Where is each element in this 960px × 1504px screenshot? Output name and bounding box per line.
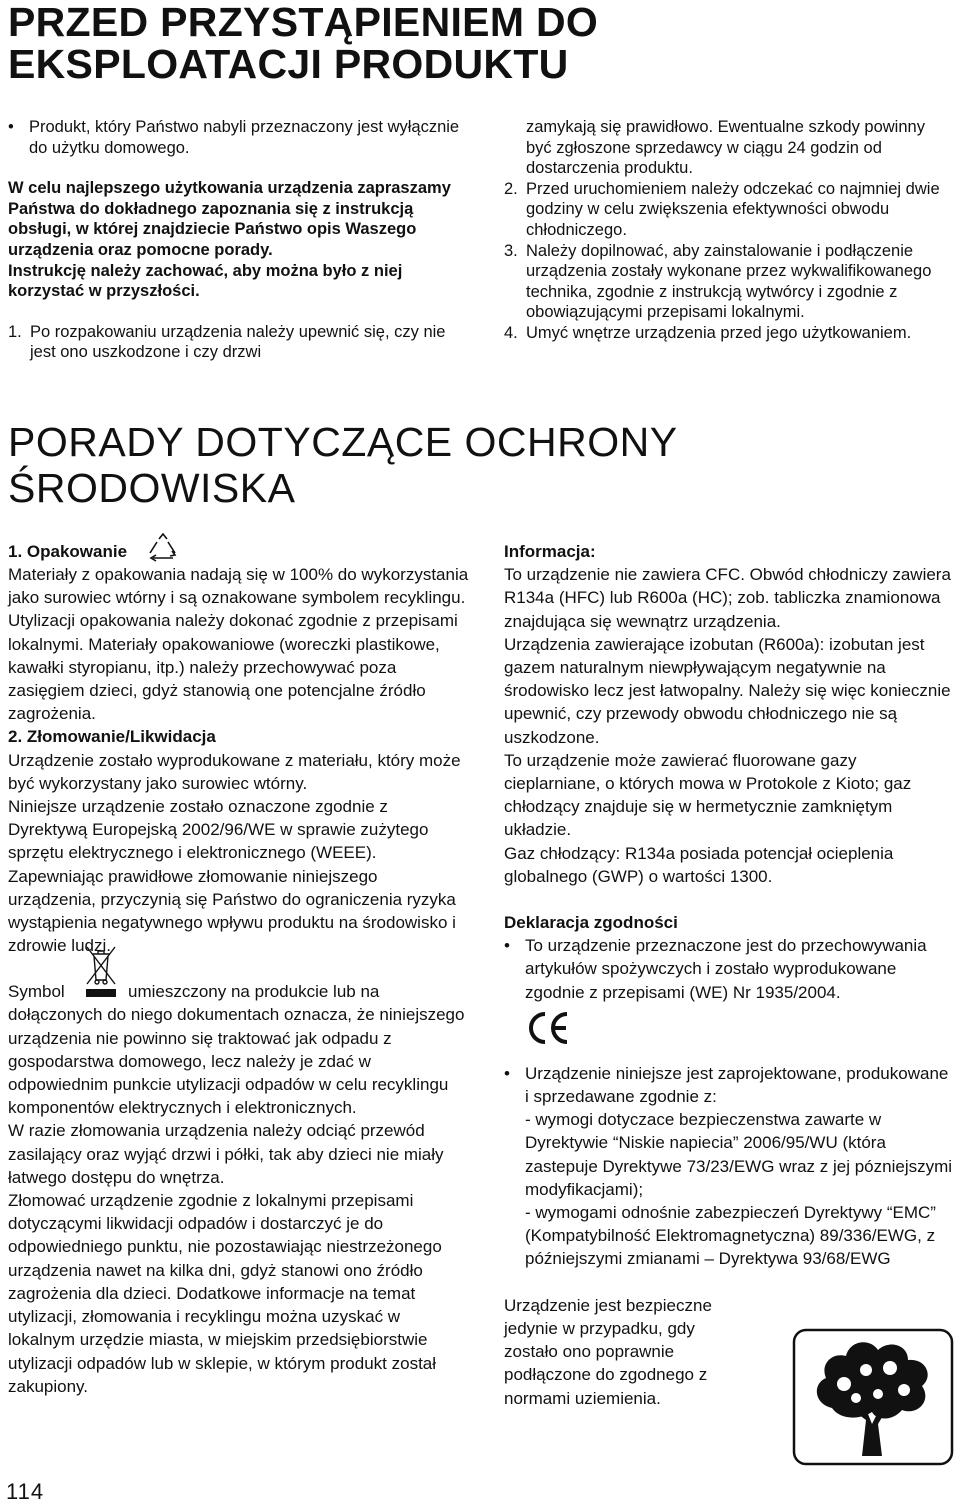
title-line-2: ŚRODOWISKA bbox=[8, 465, 296, 511]
safety-earthing-text: Urządzenie jest bezpieczne jedynie w przypadku, gdy zostało ono poprawnie podłączone do zgodnego z normami uziemienia. bbox=[504, 1295, 712, 1408]
page-number: 114 bbox=[6, 1479, 45, 1504]
disposal-paragraph-4: W razie złomowania urządzenia należy odciąć przewód zasilający oraz wyjąć drzwi i półki, tak aby dzieci nie miały łatwego dostępu do wnętrza. bbox=[8, 1121, 444, 1187]
step-number: 3. bbox=[504, 241, 518, 260]
title-line-1: PORADY DOTYCZĄCE OCHRONY bbox=[8, 419, 678, 465]
info-heading: Informacja: bbox=[504, 542, 596, 561]
disposal-heading: 2. Złomowanie/Likwidacja bbox=[8, 727, 216, 747]
section2-right-column bbox=[504, 540, 956, 1410]
step-number: 4. bbox=[504, 323, 518, 342]
declaration-bullet-2: • Urządzenie niniejsze jest zaprojektowane, produkowane i sprzedawane zgodnie z: bbox=[504, 1062, 956, 1108]
step-text: Umyć wnętrze urządzenia przed jego użytkowaniem. bbox=[526, 323, 912, 342]
step-number: 1. bbox=[8, 322, 22, 341]
tree-illustration bbox=[792, 1328, 954, 1466]
title-line-2: EKSPLOATACJI PRODUKTU bbox=[8, 41, 569, 87]
info-paragraph-1: To urządzenie nie zawiera CFC. Obwód chłodniczy zawiera R134a (HFC) lub R600a (HC); zob. tabliczka znamionowa znajdująca się wewnątrz urządzenia. bbox=[504, 565, 951, 631]
step-number: 2. bbox=[504, 179, 518, 198]
recycle-icon bbox=[145, 533, 181, 563]
declaration-low-voltage: - wymogi dotyczace bezpieczenstwa zawarte w Dyrektywie “Niskie napiecia” 2006/95/WU (która zastepuje Dyrektywe 73/23/EWG wraz z jej pózniejszymi modyfikacjami); bbox=[525, 1110, 953, 1199]
crossed-bin-icon bbox=[83, 944, 119, 1000]
step-1-continuation: zamykają się prawidłowo. Ewentualne szkody powinny być zgłoszone sprzedawcy w ciągu 24 godzin od dostarczenia produktu. bbox=[526, 118, 925, 178]
ce-mark bbox=[504, 1004, 956, 1062]
symbol-text: dołączonych do niego dokumentach oznacza, że niniejszego urządzenia nie powinno się traktować jak odpadu z gospodarstwa domowego, lecz należy je zdać w odpowiednim punkcie utylizacji odpadów w celu recyklingu komponentów elektrycznych i elektronicznych. bbox=[8, 1005, 465, 1118]
step-text: Po rozpakowaniu urządzenia należy upewnić się, czy nie jest ono uszkodzone i czy drzwi bbox=[30, 322, 446, 362]
declaration-heading: Deklaracja zgodności bbox=[504, 913, 678, 933]
step-3 bbox=[504, 241, 952, 323]
info-paragraph-2: Urządzenia zawierające izobutan (R600a): izobutan jest gazem naturalnym niewpływającym negatywnie na środowisko lecz jest łatwopalny. Należy się więc koniecznie upewnić, czy przewody obwodu chłodniczego nie są uszkodzone. bbox=[504, 634, 951, 747]
step-text: Przed uruchomieniem należy odczekać co najmniej dwie godziny w celu zwiększenia efektywności obwodu chłodniczego. bbox=[526, 179, 940, 239]
step-text: Należy dopilnować, aby zainstalowanie i podłączenie urządzenia zostały wykonane przez wykwalifikowanego technika, zgodnie z instrukcją wytwórcy i zgodnie z obowiązującymi przepisami lokalnymi. bbox=[526, 241, 932, 322]
section-title-before-use bbox=[8, 1, 948, 85]
step-2 bbox=[504, 179, 952, 241]
packaging-text: Materiały z opakowania nadają się w 100% do wykorzystania jako surowiec wtórny i są oznakowane symbolem recyklingu. Utylizacji opakowania należy dokonać zgodnie z przepisami lokalnymi. Materiały opakowaniowe (woreczki plastikowe, kawałki styropianu, itp.) należy przechowywać poza zasięgiem dzieci, gdyż stanowią one potencjalne źródło zagrożenia. bbox=[8, 565, 469, 724]
intro-paragraph: W celu najlepszego użytkowania urządzenia zapraszamy Państwa do dokładnego zapoznania się z instrukcją obsługi, w której znajdziecie Państwo opis Waszego urządzenia oraz pomocne porady. bbox=[8, 179, 451, 259]
packaging-heading-row bbox=[8, 540, 470, 563]
step-4 bbox=[504, 323, 952, 344]
info-paragraph-4: Gaz chłodzący: R134a posiada potencjał ocieplenia globalnego (GWP) o wartości 1300. bbox=[504, 843, 894, 886]
declaration-bullet-1: • To urządzenie przeznaczone jest do przechowywania artykułów spożywczych i zostało wyprodukowane zgodnie z przepisami (WE) Nr 1935/2004. bbox=[504, 934, 956, 1004]
section1-left-column bbox=[8, 117, 468, 363]
packaging-heading: 1. Opakowanie bbox=[8, 542, 128, 561]
symbol-text-line1: umieszczony na produkcie lub na bbox=[128, 982, 380, 1002]
section-title-environment bbox=[8, 419, 948, 511]
disposal-paragraph-1: Urządzenie zostało wyprodukowane z materiału, który może być wykorzystany jako surowiec wtórny. bbox=[8, 750, 461, 793]
symbol-row bbox=[8, 980, 470, 1003]
disposal-paragraph-2: Niniejsze urządzenie zostało oznaczone zgodnie z Dyrektywą Europejską 2002/96/WE w sprawie zużytego sprzętu elektrycznego i elektronicznego (WEEE). bbox=[8, 797, 429, 863]
section1-right-column bbox=[504, 117, 952, 344]
declaration-emc: - wymogami odnośnie zabezpieczeń Dyrektywy “EMC” (Kompatybilność Elektromagnetyczna) 89/336/EWG, z późniejszymi zmianami – Dyrektywa 93/68/EWG bbox=[525, 1203, 936, 1269]
section2-left-column bbox=[8, 540, 470, 1398]
info-paragraph-3: To urządzenie może zawierać fluorowane gazy cieplarniane, o których mowa w Protokole z Kioto; gaz chłodzący znajduje się w hermetycznie zamkniętym układzie. bbox=[504, 750, 912, 840]
disposal-paragraph-3: Zapewniając prawidłowe złomowanie niniejszego urządzenia, przyczynią się Państwo do ograniczenia ryzyka wystąpienia negatywnego wpływu produktu na środowisko i zdrowie ludzi. bbox=[8, 866, 456, 956]
bullet-household-use: • Produkt, który Państwo nabyli przeznaczony jest wyłącznie do użytku domowego. bbox=[8, 117, 468, 158]
keep-instructions-paragraph: Instrukcję należy zachować, aby można było z niej korzystać w przyszłości. bbox=[8, 261, 403, 301]
disposal-paragraph-5: Złomować urządzenie zgodnie z lokalnymi przepisami dotyczącymi likwidacji odpadów i dostarczyć je do odpowiedniego punktu, nie pozostawiając niestrzeżonego urządzenia nawet na kilka dni, gdyż stanowi ono źródło zagrożenia dla dzieci. Dodatkowe informacje na temat utylizacji, złomowania i recyklingu można uzyskać w lokalnym urzędzie miasta, w miejskim przedsiębiorstwie utylizacji odpadów lub w sklepie, w którym produkt został zakupiony. bbox=[8, 1191, 442, 1396]
step-1 bbox=[8, 322, 468, 363]
title-line-1: PRZED PRZYSTĄPIENIEM DO bbox=[8, 0, 599, 45]
symbol-word: Symbol bbox=[8, 982, 65, 1002]
